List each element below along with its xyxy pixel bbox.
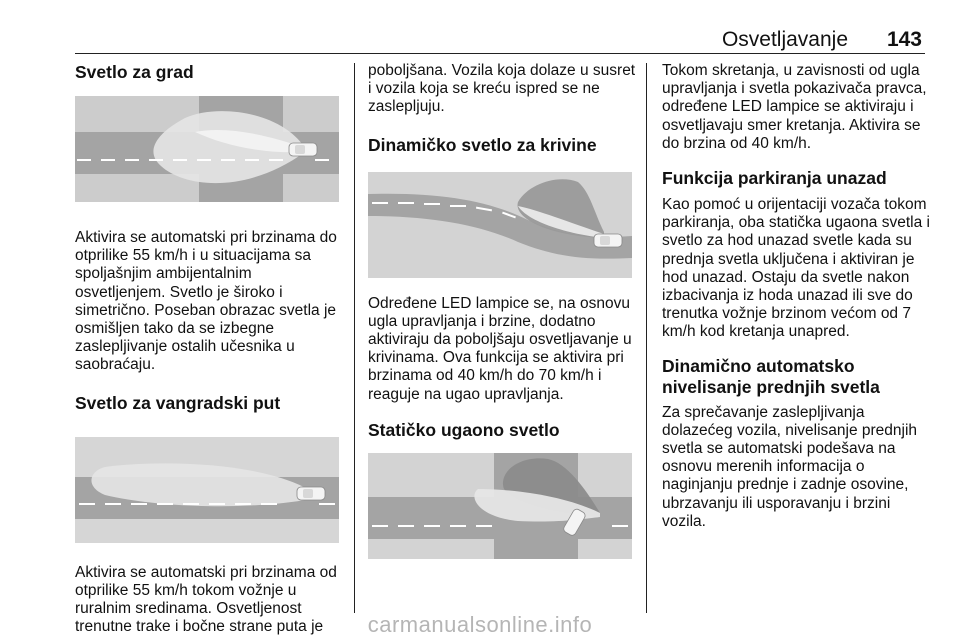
heading-city-light: Svetlo za grad (75, 62, 194, 82)
header-rule (75, 53, 925, 54)
paragraph-corner-light: Tokom skretanja, u zavisnosti od ugla upravljanja i svetla pokazivača pravca, određene LED lampice se aktiviraju i osvetljavaju smer kretanja. Aktivira se do brzina od 40 km/h. (662, 62, 927, 152)
heading-curve-light: Dinamičko svetlo za krivine (368, 134, 597, 155)
paragraph-reverse-parking: Kao pomoć u orijentaciji vozača tokom parkiranja, oba statička ugaona svetla i svetlo za hod unazad svetle kada su prednja svetla uključena i aktiviran je hod unazad. Ostaju da svetle nakon izbacivanja iz hoda unazad ili sve do trenutka vožnje brzinom većom od 7 km/h kod kretanja unapred. (662, 196, 930, 341)
heading-static-corner-light: Statičko ugaono svetlo (368, 419, 560, 440)
heading-reverse-parking: Funkcija parkiranja unazad (662, 168, 887, 189)
paragraph-country-light: Aktivira se automatski pri brzinama od otprilike 55 km/h tokom vožnje u ruralnim sredinama. Osvetljenost trenutne trake i bočne strane puta je (75, 563, 337, 636)
paragraph-continued: poboljšana. Vozila koja dolaze u susret i vozila koja se kreću ispred se ne zaslepljuju. (368, 62, 636, 116)
column-1 (75, 62, 343, 636)
header-title: Osvetljavanje (721, 28, 848, 51)
car-icon (289, 143, 317, 156)
column-3 (662, 62, 930, 531)
heading-auto-leveling: Dinamično automatsko nivelisanje prednjih svetla (662, 355, 880, 397)
heading-country-light: Svetlo za vangradski put (75, 392, 281, 413)
page-number: 143 (886, 28, 922, 51)
car-icon (297, 487, 325, 500)
figure-city-light (75, 96, 339, 202)
column-divider-1 (354, 63, 355, 613)
column-divider-2 (646, 63, 647, 613)
page-header (0, 28, 960, 52)
figure-country-light (75, 437, 339, 543)
paragraph-curve-light: Određene LED lampice se, na osnovu ugla upravljanja i brzine, dodatno aktiviraju da poboljšaju osvetljavanje u krivinama. Ova funkcija se aktivira pri brzinama od 40 km/h do 70 km/h i reaguje na ugao upravljanja. (368, 294, 632, 403)
watermark: carmanualsonline.info (367, 612, 593, 637)
paragraph-city-light: Aktivira se automatski pri brzinama do otprilike 55 km/h i u situacijama sa spoljašnjim ambijentalnim osvetljenjem. Svetlo je široko i simetrično. Poseban obrazac svetla je osmišljen tako da se izbegne zaslepljivanje ostalih učesnika u saobraćaju. (75, 229, 337, 374)
figure-static-corner-light (368, 453, 632, 559)
figure-curve-light (368, 172, 632, 278)
car-icon (594, 234, 622, 247)
paragraph-auto-leveling: Za sprečavanje zaslepljivanja dolazećeg vozila, nivelisanje prednjih svetla se automatski podešava na osnovu merenih informacija o naginjanju prednje i zadnje osovine, ubrzavanju ili usporavanju i brzini vozila. (662, 403, 918, 530)
column-2 (368, 62, 636, 559)
